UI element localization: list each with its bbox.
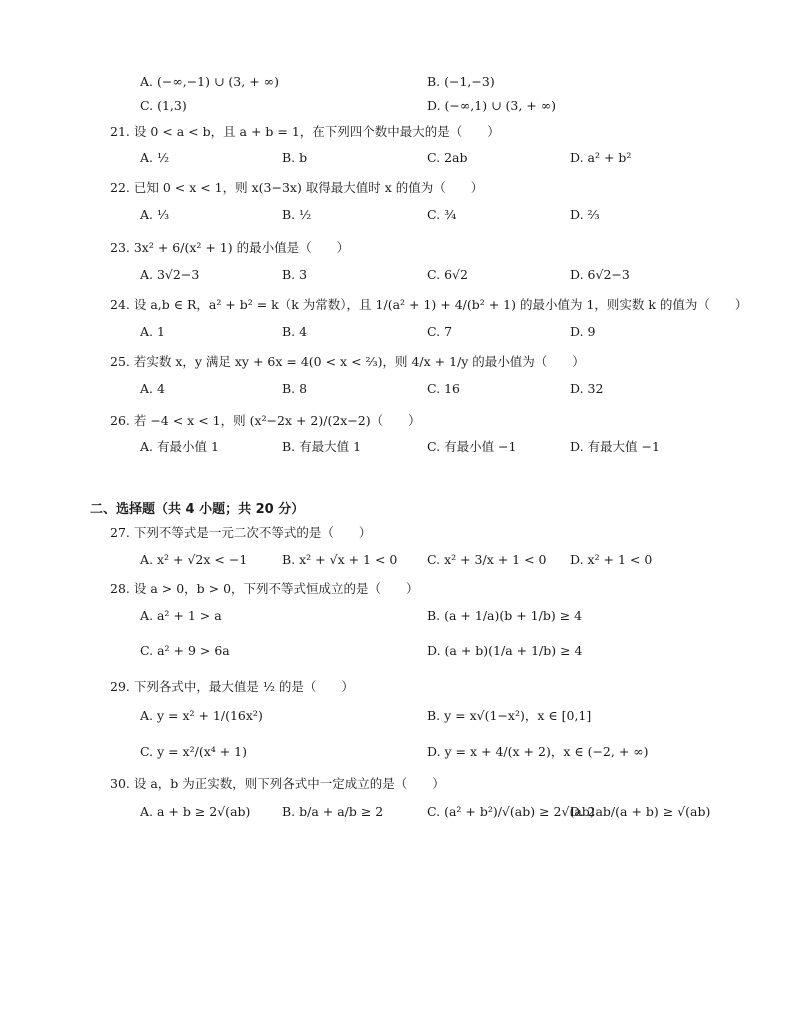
option-a: A. 有最小值 1: [140, 439, 219, 454]
option-c: C. 有最小值 −1: [427, 439, 517, 454]
option-c: C. y = x²/(x⁴ + 1): [140, 744, 248, 759]
option-b: B. ½: [282, 207, 312, 222]
option-a: A. a² + 1 > a: [140, 608, 222, 623]
option-c: C. 7: [427, 324, 453, 339]
option-d: D. 32: [570, 381, 604, 396]
question-stem: 26. 若 −4 < x < 1，则 (x²−2x + 2)/(2x−2)（ ）: [110, 413, 421, 428]
option-a: A. x² + √2x < −1: [140, 552, 248, 567]
question-stem: 22. 已知 0 < x < 1，则 x(3−3x) 取得最大值时 x 的值为（ ）: [110, 180, 484, 195]
question-stem: 29. 下列各式中，最大值是 ½ 的是（ ）: [110, 679, 354, 694]
option-a: A. 4: [140, 381, 165, 396]
question-stem: 23. 3x² + 6/(x² + 1) 的最小值是（ ）: [110, 240, 350, 255]
section-heading: 二、选择题（共 4 小题；共 20 分）: [90, 502, 305, 517]
option-d: D. y = x + 4/(x + 2)，x ∈ (−2, + ∞): [427, 744, 649, 759]
option-c: C. (1,3): [140, 98, 187, 113]
option-a: A. 3√2−3: [140, 267, 200, 282]
question-stem: 25. 若实数 x，y 满足 xy + 6x = 4(0 < x < ⅔)，则 4/x + 1/y 的最小值为（ ）: [110, 354, 585, 369]
option-b: B. x² + √x + 1 < 0: [282, 552, 398, 567]
option-a: A. y = x² + 1/(16x²): [140, 708, 263, 723]
option-c: C. (a² + b²)/√(ab) ≥ 2√(ab): [427, 804, 595, 819]
option-c: C. 16: [427, 381, 460, 396]
option-d: D. 有最大值 −1: [570, 439, 660, 454]
option-b: B. 4: [282, 324, 308, 339]
option-a: A. a + b ≥ 2√(ab): [140, 804, 251, 819]
option-a: A. (−∞,−1) ∪ (3, + ∞): [140, 74, 279, 89]
option-a: A. ½: [140, 150, 170, 165]
option-d: D. x² + 1 < 0: [570, 552, 653, 567]
option-d: D. (a + b)(1/a + 1/b) ≥ 4: [427, 643, 583, 658]
option-b: B. 3: [282, 267, 308, 282]
option-c: C. 6√2: [427, 267, 468, 282]
option-d: D. a² + b²: [570, 150, 632, 165]
option-c: C. ¾: [427, 207, 457, 222]
option-d: D. 2ab/(a + b) ≥ √(ab): [570, 804, 711, 819]
question-stem: 24. 设 a,b ∈ R，a² + b² = k（k 为常数），且 1/(a² + 1) + 4/(b² + 1) 的最小值为 1，则实数 k 的值为（ ）: [110, 297, 748, 312]
question-stem: 27. 下列不等式是一元二次不等式的是（ ）: [110, 525, 372, 540]
option-c: C. a² + 9 > 6a: [140, 643, 230, 658]
option-d: D. ⅔: [570, 207, 600, 222]
option-d: D. 6√2−3: [570, 267, 630, 282]
option-a: A. ⅓: [140, 207, 170, 222]
option-b: B. y = x√(1−x²)，x ∈ [0,1]: [427, 708, 592, 723]
option-b: B. b/a + a/b ≥ 2: [282, 804, 384, 819]
question-stem: 28. 设 a > 0，b > 0，下列不等式恒成立的是（ ）: [110, 581, 419, 596]
option-d: D. (−∞,1) ∪ (3, + ∞): [427, 98, 557, 113]
option-b: B. (−1,−3): [427, 74, 495, 89]
question-stem: 30. 设 a，b 为正实数，则下列各式中一定成立的是（ ）: [110, 776, 445, 791]
option-c: C. 2ab: [427, 150, 468, 165]
option-b: B. 有最大值 1: [282, 439, 362, 454]
option-c: C. x² + 3/x + 1 < 0: [427, 552, 547, 567]
option-b: B. 8: [282, 381, 308, 396]
option-a: A. 1: [140, 324, 165, 339]
question-stem: 21. 设 0 < a < b，且 a + b = 1，在下列四个数中最大的是（ ）: [110, 124, 500, 139]
option-b: B. b: [282, 150, 308, 165]
option-b: B. (a + 1/a)(b + 1/b) ≥ 4: [427, 608, 583, 623]
option-d: D. 9: [570, 324, 596, 339]
